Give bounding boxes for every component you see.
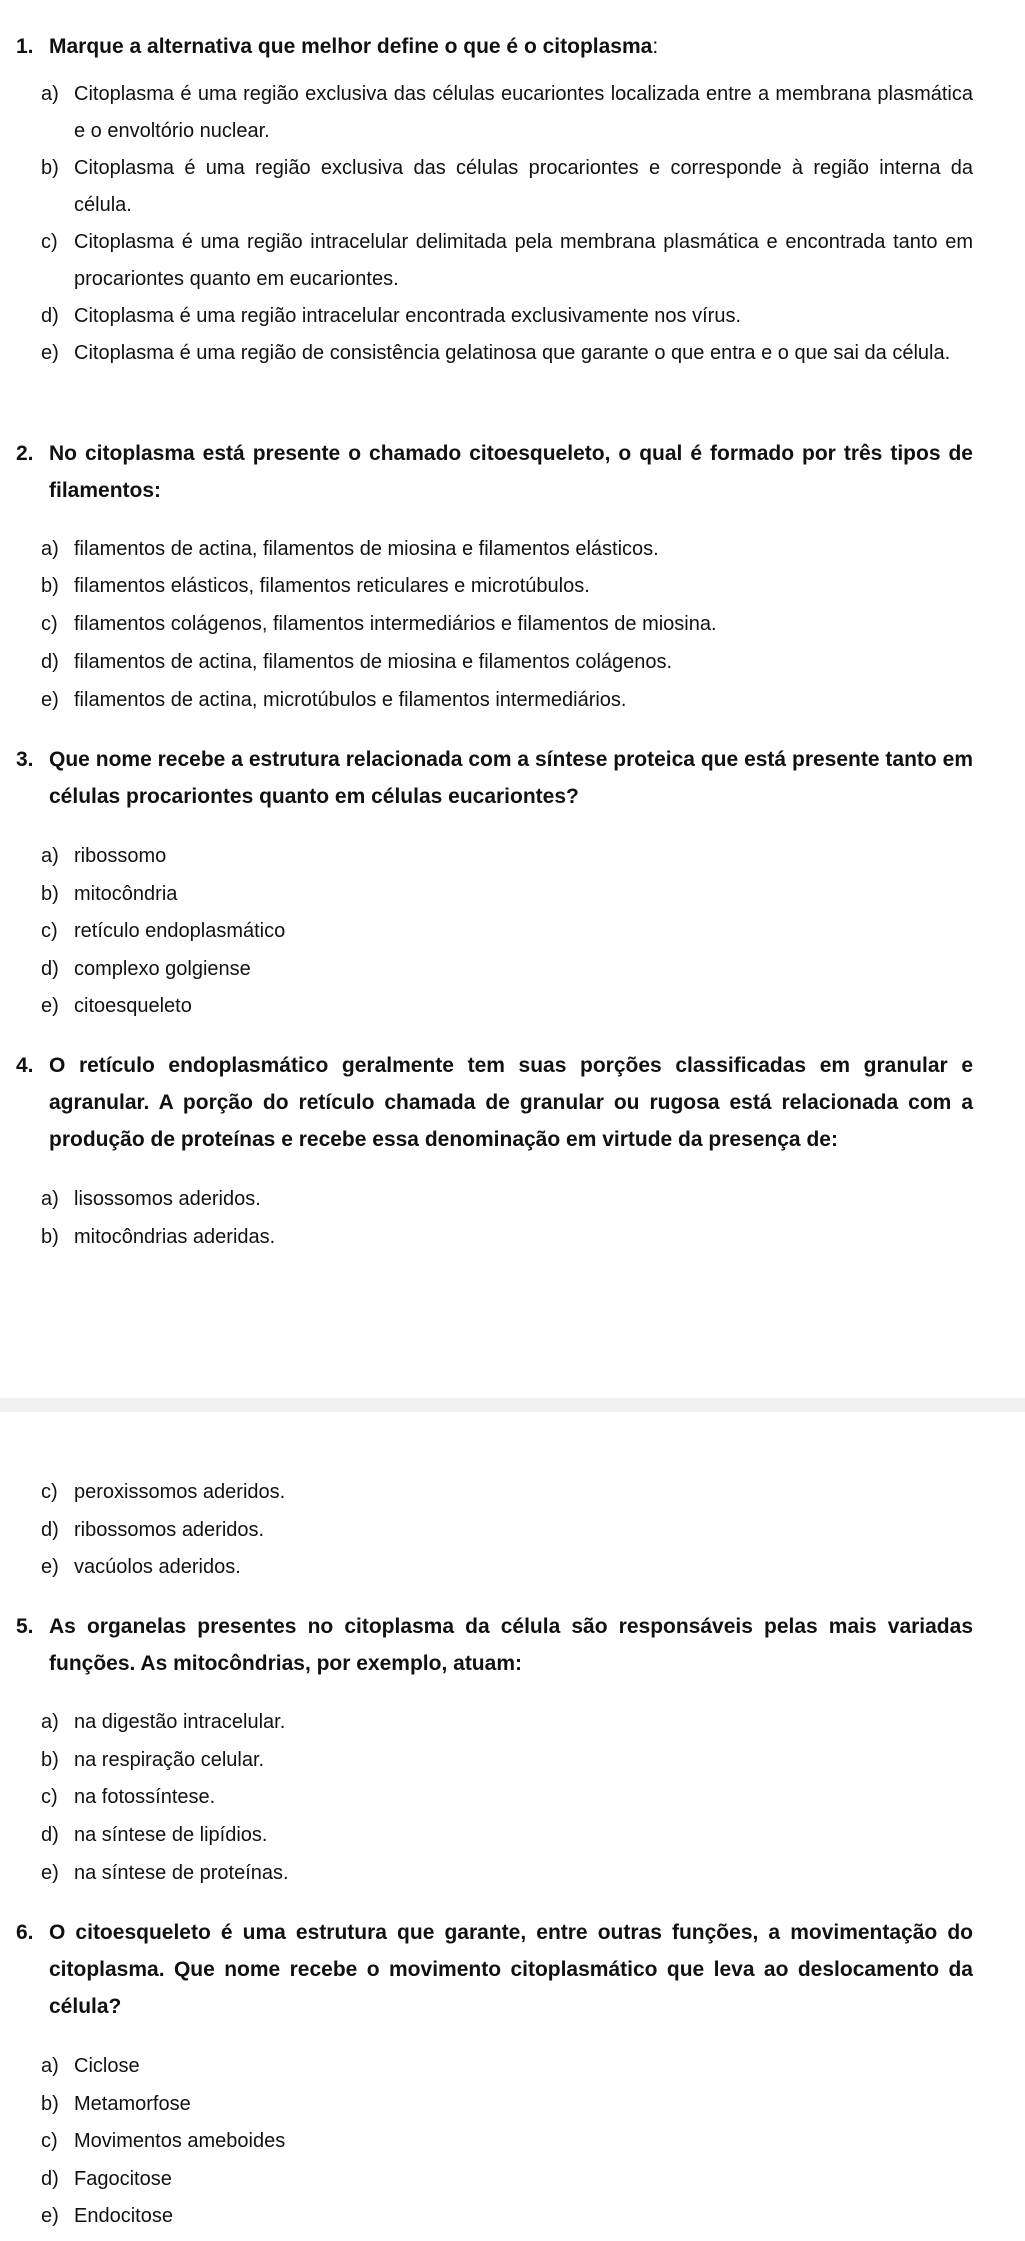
question-number: 1.: [16, 35, 34, 58]
option-2e[interactable]: [41, 682, 973, 719]
option-letter: d): [41, 651, 59, 673]
option-letter: b): [41, 1226, 59, 1248]
option-letter: e): [41, 995, 59, 1017]
option-text: Movimentos ameboides: [74, 2130, 286, 2152]
option-letter: c): [41, 613, 58, 635]
option-text: complexo golgiense: [74, 958, 251, 980]
option-5a[interactable]: [41, 1704, 973, 1741]
option-5c[interactable]: [41, 1779, 973, 1816]
question-text: O retículo endoplasmático geralmente tem suas porções classificadas em granular e agranular. A porção do retículo chamada de granular ou rugosa está relacionada com a produção de proteínas e recebe essa denominação em virtude da presença de:: [49, 1054, 973, 1151]
option-letter: e): [41, 1862, 59, 1884]
option-letter: b): [41, 1749, 59, 1771]
option-text: Citoplasma é uma região intracelular encontrada exclusivamente nos vírus.: [74, 305, 742, 327]
option-4c[interactable]: [41, 1474, 973, 1511]
option-4a[interactable]: [41, 1181, 973, 1218]
option-6b[interactable]: [41, 2086, 973, 2123]
question-text-tail: :: [652, 35, 659, 58]
option-text: vacúolos aderidos.: [74, 1556, 241, 1578]
option-letter: a): [41, 538, 59, 560]
question-number: 3.: [16, 748, 34, 771]
option-text: na respiração celular.: [74, 1749, 265, 1771]
option-text: Citoplasma é uma região de consistência gelatinosa que garante o que entra e o que sai da célula.: [74, 342, 951, 364]
option-text: mitocôndria: [74, 883, 178, 905]
page-separator: [0, 1398, 1025, 1412]
question-number: 4.: [16, 1054, 34, 1077]
option-4d[interactable]: [41, 1512, 973, 1549]
option-letter: c): [41, 1481, 58, 1503]
option-6d[interactable]: [41, 2161, 973, 2198]
option-letter: b): [41, 2093, 59, 2115]
option-1a[interactable]: [41, 76, 973, 150]
option-letter: a): [41, 1188, 59, 1210]
option-letter: a): [41, 2055, 59, 2077]
option-letter: e): [41, 342, 59, 364]
option-text: Ciclose: [74, 2055, 140, 2077]
option-text: na fotossíntese.: [74, 1786, 216, 1808]
question-1-stem: [16, 28, 973, 65]
option-5d[interactable]: [41, 1817, 973, 1854]
option-letter: b): [41, 157, 59, 179]
question-number: 6.: [16, 1921, 34, 1944]
question-number: 5.: [16, 1615, 34, 1638]
option-letter: a): [41, 845, 59, 867]
option-4b[interactable]: [41, 1219, 973, 1256]
option-text: filamentos de actina, filamentos de miosina e filamentos colágenos.: [74, 651, 673, 673]
option-2c[interactable]: [41, 606, 973, 643]
option-6a[interactable]: [41, 2048, 973, 2085]
option-5e[interactable]: [41, 1855, 973, 1892]
option-letter: c): [41, 920, 58, 942]
option-3d[interactable]: [41, 951, 973, 988]
option-letter: d): [41, 1824, 59, 1846]
option-2b[interactable]: [41, 568, 973, 605]
option-letter: b): [41, 883, 59, 905]
option-text: retículo endoplasmático: [74, 920, 286, 942]
option-letter: e): [41, 689, 59, 711]
option-3b[interactable]: [41, 876, 973, 913]
option-3e[interactable]: [41, 988, 973, 1025]
option-text: Citoplasma é uma região exclusiva das células eucariontes localizada entre a membrana plasmática e o envoltório nuclear.: [74, 83, 973, 142]
option-1c[interactable]: [41, 224, 973, 298]
question-3-stem: [16, 741, 973, 815]
option-text: peroxissomos aderidos.: [74, 1481, 286, 1503]
option-text: na síntese de proteínas.: [74, 1862, 289, 1884]
option-letter: a): [41, 83, 59, 105]
option-text: ribossomo: [74, 845, 167, 867]
option-3c[interactable]: [41, 913, 973, 950]
option-letter: e): [41, 2205, 59, 2227]
document-page-2: [0, 1412, 1025, 2241]
question-text: O citoesqueleto é uma estrutura que garante, entre outras funções, a movimentação do citoplasma. Que nome recebe o movimento citoplasmático que leva ao deslocamento da célula?: [49, 1921, 973, 2018]
option-text: filamentos de actina, microtúbulos e filamentos intermediários.: [74, 689, 627, 711]
option-text: Citoplasma é uma região exclusiva das células procariontes e corresponde à região interna da célula.: [74, 157, 973, 216]
option-1d[interactable]: [41, 298, 973, 335]
option-letter: c): [41, 1786, 58, 1808]
option-letter: d): [41, 1519, 59, 1541]
question-4-stem: [16, 1047, 973, 1158]
option-text: mitocôndrias aderidas.: [74, 1226, 276, 1248]
option-text: filamentos elásticos, filamentos reticulares e microtúbulos.: [74, 575, 590, 597]
option-6c[interactable]: [41, 2123, 973, 2160]
option-6e[interactable]: [41, 2198, 973, 2235]
option-letter: d): [41, 2168, 59, 2190]
option-letter: d): [41, 305, 59, 327]
option-text: ribossomos aderidos.: [74, 1519, 265, 1541]
option-text: filamentos de actina, filamentos de miosina e filamentos elásticos.: [74, 538, 659, 560]
option-letter: d): [41, 958, 59, 980]
question-text: Que nome recebe a estrutura relacionada com a síntese proteica que está presente tanto em células procariontes quanto em células eucariontes?: [49, 748, 973, 808]
option-1e[interactable]: [41, 335, 973, 372]
option-letter: c): [41, 231, 58, 253]
option-text: Metamorfose: [74, 2093, 191, 2115]
question-number: 2.: [16, 442, 34, 465]
option-1b[interactable]: [41, 150, 973, 224]
question-2-stem: [16, 435, 973, 509]
option-5b[interactable]: [41, 1742, 973, 1779]
question-text: As organelas presentes no citoplasma da célula são responsáveis pelas mais variadas funções. As mitocôndrias, por exemplo, atuam:: [49, 1615, 973, 1675]
option-text: Citoplasma é uma região intracelular delimitada pela membrana plasmática e encontrada tanto em procariontes quanto em eucariontes.: [74, 231, 973, 290]
question-6-stem: [16, 1914, 973, 2025]
option-text: na síntese de lipídios.: [74, 1824, 268, 1846]
option-text: Fagocitose: [74, 2168, 172, 2190]
option-text: citoesqueleto: [74, 995, 192, 1017]
option-letter: b): [41, 575, 59, 597]
option-letter: a): [41, 1711, 59, 1733]
question-text: No citoplasma está presente o chamado citoesqueleto, o qual é formado por três tipos de filamentos:: [49, 442, 973, 502]
question-text: Marque a alternativa que melhor define o que é o citoplasma: [49, 35, 653, 58]
option-letter: e): [41, 1556, 59, 1578]
option-2a[interactable]: [41, 531, 973, 568]
option-letter: c): [41, 2130, 58, 2152]
option-text: Endocitose: [74, 2205, 173, 2227]
option-3a[interactable]: [41, 838, 973, 875]
option-4e[interactable]: [41, 1549, 973, 1586]
question-5-stem: [16, 1608, 973, 1682]
option-text: filamentos colágenos, filamentos intermediários e filamentos de miosina.: [74, 613, 717, 635]
option-2d[interactable]: [41, 644, 973, 681]
option-text: lisossomos aderidos.: [74, 1188, 261, 1210]
option-text: na digestão intracelular.: [74, 1711, 286, 1733]
